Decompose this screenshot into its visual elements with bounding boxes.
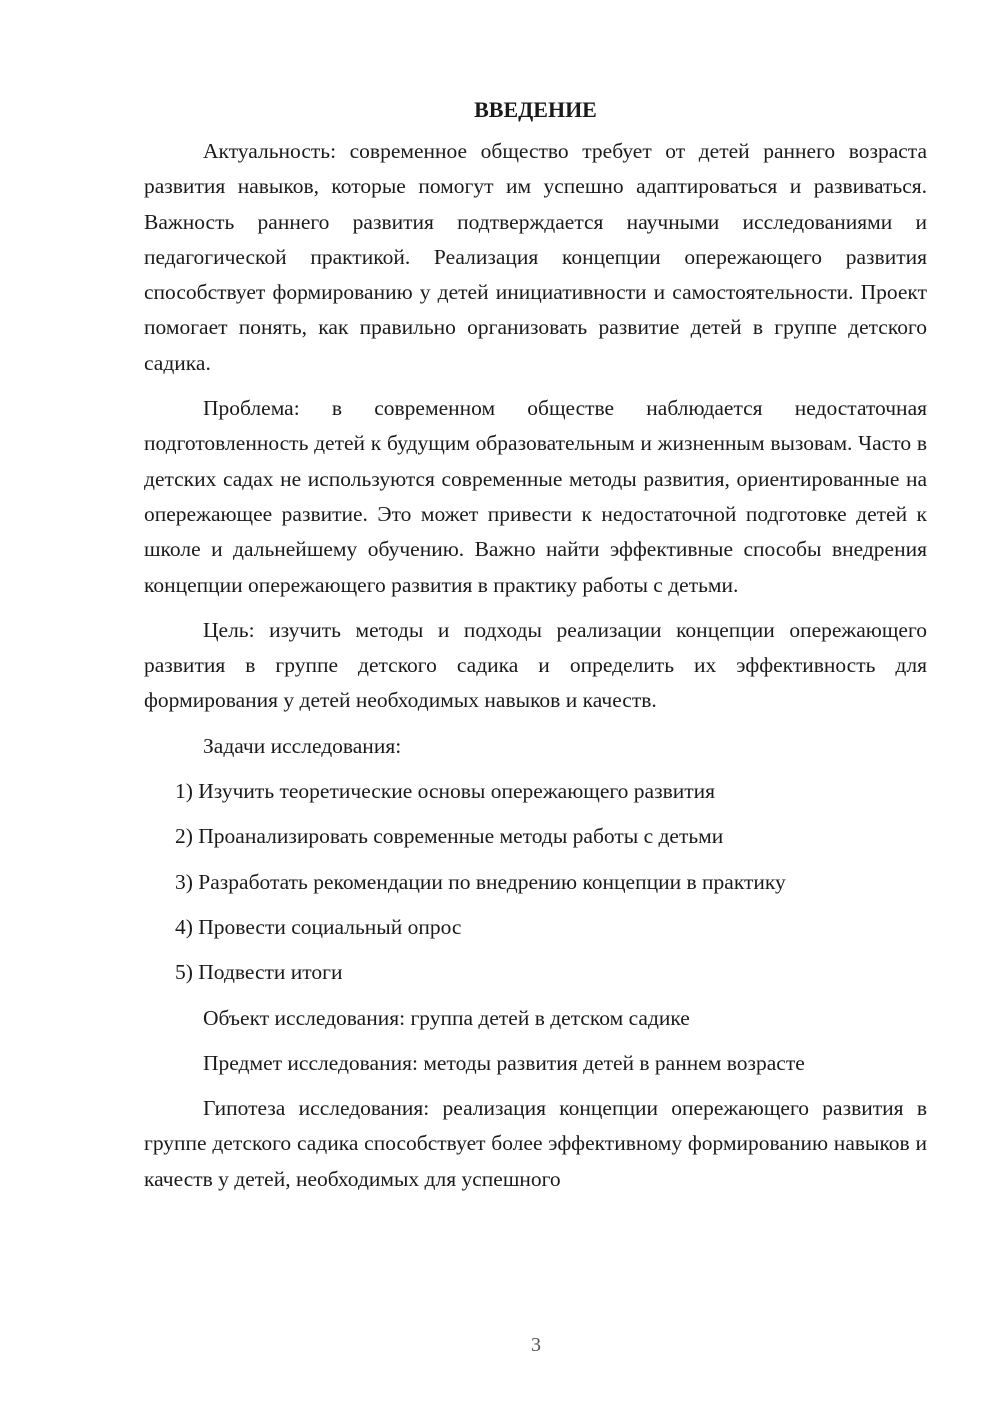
problem-paragraph: Проблема: в современном обществе наблюдается недостаточная подготовленность детей к будущим образовательным и жизненным вызовам. Часто в детских садах не используются современные методы развития, ориентированные на опережающее развитие. Это может привести к недостаточной подготовке детей к школе и дальнейшему обучению. Важно найти эффективные способы внедрения концепции опережающего развития в практику работы с детьми.: [144, 396, 927, 597]
section-heading: ВВЕДЕНИЕ: [474, 97, 597, 122]
task-item: 1) Изучить теоретические основы опережающего развития: [175, 779, 716, 804]
goal-paragraph: Цель: изучить методы и подходы реализации концепции опережающего развития в группе детского садика и определить их эффективность для формирования у детей необходимых навыков и качеств.: [144, 617, 927, 713]
hypothesis-paragraph: Гипотеза исследования: реализация концепции опережающего развития в группе детского садика способствует более эффективному формированию навыков и качеств у детей, необходимых для успешного: [144, 1096, 927, 1191]
relevance-paragraph: Актуальность: современное общество требует от детей раннего возраста развития навыков, которые помогут им успешно адаптироваться и развиваться. Важность раннего развития подтверждается научными исследованиями и педагогической практикой. Реализация концепции опережающего развития способствует формированию у детей инициативности и самостоятельности. Проект помогает понять, как правильно организовать развитие детей в группе детского садика.: [144, 139, 927, 375]
object-line: Объект исследования: группа детей в детском садике: [203, 1005, 690, 1030]
task-item: 4) Провести социальный опрос: [175, 914, 462, 939]
task-item: 5) Подвести итоги: [175, 960, 343, 985]
document-page: [144, 92, 927, 1197]
page-number: 3: [531, 1334, 541, 1356]
subject-line: Предмет исследования: методы развития детей в раннем возрасте: [203, 1050, 805, 1075]
task-item: 3) Разработать рекомендации по внедрению концепции в практику: [175, 869, 786, 894]
tasks-title: Задачи исследования:: [203, 733, 402, 758]
tasks-list: [144, 774, 927, 990]
task-item: 2) Проанализировать современные методы работы с детьми: [175, 824, 724, 849]
